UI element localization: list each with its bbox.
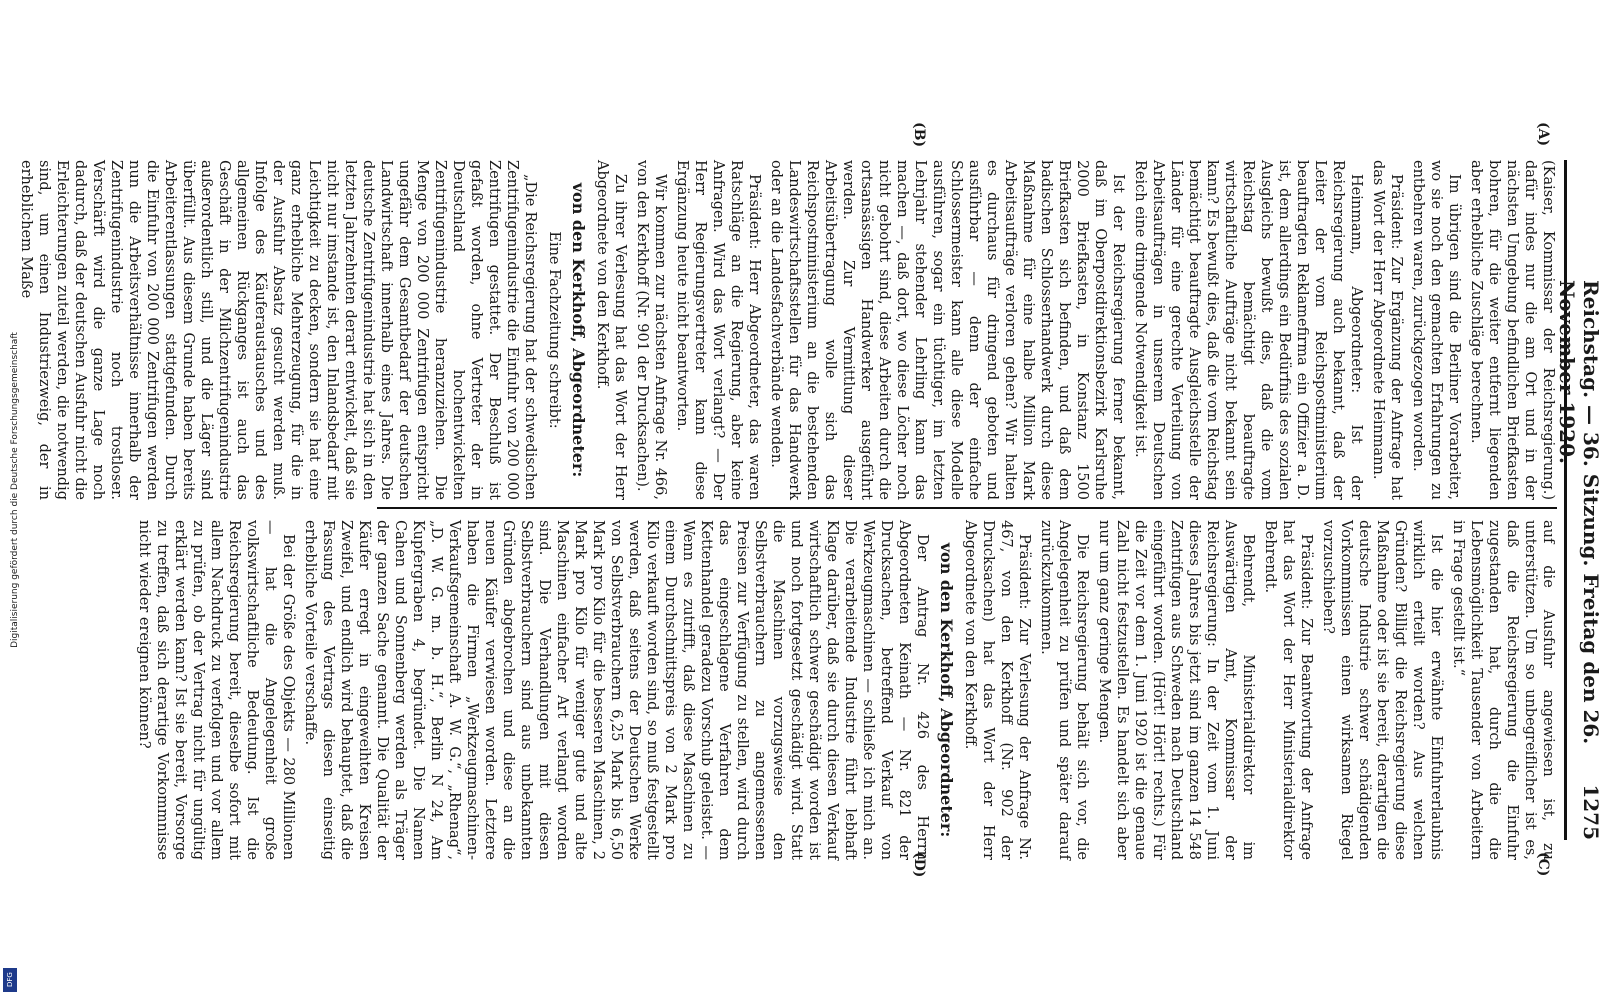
paragraph: Heinmann, Abgeordneter: Ist der Reichsregierung auch bekannt, daß der Leiter der vom Reichspostministerium beauftragten Reklamefirma ein Offizier a. D. ist, dem allerdings ein Bedürfnis des sozialen Ausgleichs bewußt dies, daß die vom Reichstag bemächtigt beauftragte wirtschaftliche Aufträge nicht bekannt sein kann? Es bewußt dies, daß die vom Reichstag bemächtigt beauftragte Ausgleichsstelle der Länder für eine gerechte Verteilung von Arbeitsaufträgen in unserem Deutschen Reich eine dringende Notwendigkeit ist.: [1132, 160, 1364, 500]
left-column: [18, 160, 1557, 500]
digitization-credit: [5, 5, 23, 985]
document-page: [18, 100, 1617, 900]
paragraph: auf die Ausfuhr angewiesen ist, zu unterstützen. Um so unbegreiflicher ist es, daß die Reichsregierung die Einfuhr zugestanden hat, durch die die Lebensmöglichkeit Tausender von Arbeitern in Frage gestellt ist.“: [1450, 520, 1556, 860]
paragraph: Die Reichsregierung behält sich vor, die Angelegenheit zu prüfen und später darauf zurückzukommen.: [1038, 520, 1090, 860]
speaker-heading: von den Kerkhoff, Abgeordneter:: [569, 182, 588, 478]
page-number: 1275: [1579, 784, 1603, 840]
paragraph: Zu ihrer Verlesung hat das Wort der Herr Abgeordnete von den Kerkhoff.: [594, 160, 628, 500]
margin-mark-b: (B): [911, 122, 927, 148]
paragraph: Eine Fachzeitung schreibt:: [546, 231, 562, 429]
credit-text: Digitalisierung gefördert durch die Deutsche Forschungsgemeinschaft: [10, 332, 20, 648]
margin-mark-a: (A): [1535, 122, 1551, 147]
paragraph: Im übrigen sind die Berliner Vorarbeiter, wo sie noch den gemachten Erfahrungen zu entbehren waren, zurückgezogen worden.: [1410, 160, 1462, 500]
paragraph: Ist der Reichsregierung ferner bekannt, daß im Oberpostdirektionsbezirk Karlsruhe 2000 Briefkasten, in Konstanz 1500 Briefkasten sich befinden, und daß dem badischen Schlosserhandwerk durch diese Maßnahme für eine halbe Million Mark Arbeitsaufträge verloren gehen? Wir halten es durchaus für dringend geboten und ausführbar — denn der einfache Schlossermeister kann alle diese Modelle ausführen, sogar ein tüchtiger, im letzten Lehrjahr stehender Lehrling kann das machen —, daß dort, wo diese Löcher noch nicht gebohrt sind, diese Arbeiten durch die ortsansässigen Handwerker ausgeführt werden. Zur Vermittlung dieser Arbeitsübertragung wolle sich das Reichspostministerium an die bestehenden Landeswirtschaftsstellen für das Handwerk oder an die Landesfachverbände wenden.: [768, 160, 1126, 500]
paragraph: Präsident: Herr Abgeordneter, das waren Ratschläge an die Regierung, aber keine Anfragen. Wird das Wort verlangt? — Der Herr Regierungsvertreter kann diese Ergänzung heute nicht beantworten.: [674, 160, 762, 500]
paragraph: Präsident: Zur Ergänzung der Anfrage hat das Wort der Herr Abgeordnete Heinmann.: [1370, 160, 1404, 500]
margin-mark-c: (C): [1535, 852, 1551, 877]
right-column: [136, 520, 1557, 860]
paragraph: Ist die hier erwähnte Einfuhrerlaubnis wirklich erteilt worden? Aus welchen Gründen? Billigt die Reichsregierung diese Maßnahme oder ist sie bereit, derartigen die deutsche Industrie schwer schädigenden Vorkommnissen einen wirksamen Riegel vorzuschieben?: [1320, 520, 1444, 860]
paragraph: Wir kommen zur nächsten Anfrage Nr. 466, von den Kerkhoff (Nr. 901 der Drucksachen).: [634, 160, 668, 500]
paragraph: Behrendt, Ministerialdirektor im Auswärtigen Amt, Kommissar der Reichsregierung: In der Zeit vom 1. Juni dieses Jahres bis jetzt sind im ganzen 14 548 Zentrifugen aus Schweden nach Deutschland eingeführt worden. (Hört! Hört! rechts.) Für die Zeit vor dem 1. Juni 1920 ist die genaue Zahl nicht festzustellen. Es handelt sich aber nur um ganz geringe Mengen.: [1096, 520, 1256, 860]
paragraph: Präsident: Zur Beantwortung der Anfrage hat das Wort der Herr Ministerialdirektor Behrendt.: [1262, 520, 1314, 860]
speaker-heading: von den Kerkhoff, Abgeordneter:: [937, 542, 956, 838]
paragraph: „Die Reichsregierung hat der schwedischen Zentrifugenindustrie die Einfuhr von 200 000 Zentrifugen gestattet. Der Beschluß ist gefaßt worden, ohne Vertreter der in Deutschland hochentwickelten Zentrifugenindustrie heranzuziehen. Die Menge von 200 000 Zentrifugen entspricht ungefähr dem Gesamtbedarf der deutschen Landwirtschaft innerhalb eines Jahres. Die deutsche Zentrifugenindustrie hat sich in den letzten Jahrzehnten derart entwickelt, daß sie nicht nur imstande ist, den Inlandsbedarf mit Leichtigkeit zu decken, sondern sie hat eine ganz erhebliche Mehrerzeugung, für die in der Ausfuhr Absatz gesucht werden muß. Infolge des Käuferaustausches und des allgemeinen Rückganges ist auch das Geschäft in der Milchzentrifugenindustrie außerordentlich still, und die Läger sind überfüllt. Aus diesem Grunde haben bereits Arbeiterentlassungen stattgefunden. Durch die Einfuhr von 200 000 Zentrifugen werden nun die Arbeitsverhältnisse innerhalb der Zentrifugenindustrie noch trostloser. Verschärft wird die ganze Lage noch dadurch, daß der deutschen Ausfuhr nicht die Erleichterungen zuteil werden, die notwendig sind, um einen Industriezweig, der in erheblichem Maße: [18, 160, 538, 500]
margin-mark-d: (D): [911, 852, 927, 878]
column-divider: [377, 507, 1557, 509]
header-title: Reichstag. — 36. Sitzung. Freitag den 26. November 1920.: [1555, 280, 1603, 745]
paragraph: Präsident: Zur Verlesung der Anfrage Nr. 467, von den Kerkhoff (Nr. 902 der Drucksachen) hat das Wort der Herr Abgeordnete von den Kerkhoff.: [962, 520, 1032, 860]
page-header: [1555, 160, 1607, 840]
paragraph: Der Antrag Nr. 426 des Herrn Abgeordneten Keinath — Nr. 821 der Drucksachen, betreffend Verkauf von Werkzeugmaschinen — schließe ich mich an. Die verarbeitende Industrie führt lebhaft Klage darüber, daß sie durch diesen Verkauf wirtschaftlich schwer geschädigt worden ist und noch fortgesetzt geschädigt wird. Statt die Maschinen vorzugsweise den Selbstverbrauchern zu angemessenen Preisen zur Verfügung zu stellen, wird durch das eingeschlagene Verfahren dem Kettenhandel geradezu Vorschub geleistet. — Wenn es zutrifft, daß diese Maschinen zu einem Durchschnittspreis von 2 Mark pro Kilo verkauft worden sind, so muß festgestellt werden, daß seitens der Deutschen Werke von Selbstverbrauchern 6,25 Mark bis 6,50 Mark pro Kilo für die besseren Maschinen, 2 Mark pro Kilo für weniger gute und alte Maschinen einfacher Art verlangt worden sind. Die Verhandlungen mit diesen Selbstverbrauchern sind aus unbekannten Gründen abgebrochen und diese an die neuen Käufer verwiesen worden. Letztere haben die Firmen „Werkzeugmaschinen-Verkaufsgemeinschaft A. W. G.“, „Rhenag“, „D. W. G. m. b. H.“, Berlin N 24, Am Kupfergraben 4, begründet. Die Namen Cahen und Sonnenberg werden als Träger der ganzen Sache genannt. Die Qualität der Käufer erregt in eingeweihten Kreisen Zweifel, und endlich wird behauptet, daß die Fassung des Vertrags diesen einseitig erhebliche Vorteile verschaffe.: [302, 520, 930, 860]
paragraph: Bei der Größe des Objekts — 280 Millionen — hat die Angelegenheit große volkswirtschaftliche Bedeutung. Ist die Reichsregierung bereit, dieselbe sofort mit allem Nachdruck zu verfolgen und vor allem zu prüfen, ob der Vertrag nicht für ungültig erklärt werden kann? Ist sie bereit, Vorsorge zu treffen, daß sich derartige Vorkommnisse nicht wieder ereignen können?: [136, 520, 296, 860]
dfg-logo: DFG: [3, 968, 17, 992]
paragraph: (Kaiser, Kommissar der Reichsregierung.) dafür indes nur die am Ort und in der nächsten Umgebung befindlichen Briefkasten bohren, für die weiter entfernt liegenden aber erhebliche Zuschläge berechnen.: [1468, 160, 1556, 500]
